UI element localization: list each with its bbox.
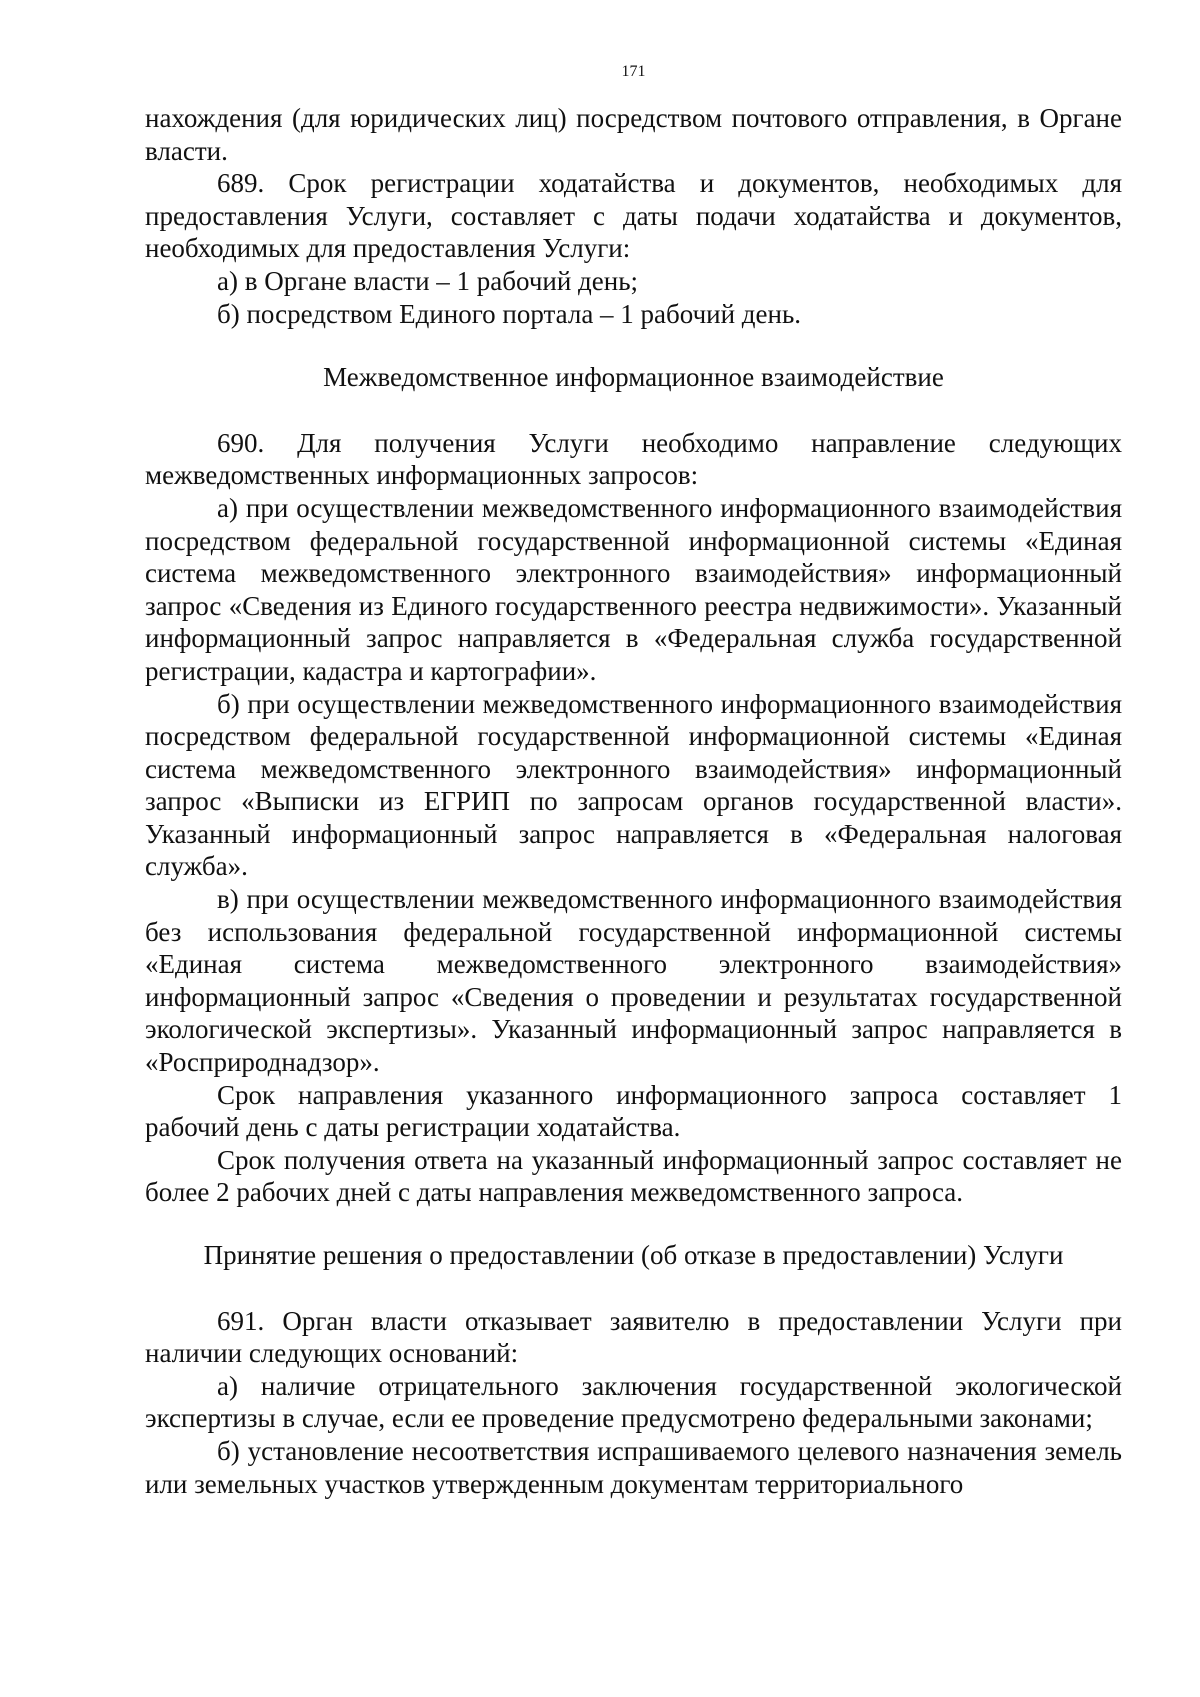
section-heading-interagency: Межведомственное информационное взаимодействие bbox=[323, 362, 944, 393]
paragraph-690: 690. Для получения Услуги необходимо направление следующих межведомственных информационных запросов: bbox=[145, 427, 1122, 491]
paragraph-690-a: а) при осуществлении межведомственного информационного взаимодействия посредством федеральной государственной информационной системы «Единая система межведомственного электронного взаимодействия» информационный запрос «Сведения из Единого государственного реестра недвижимости». Указанный информационный запрос направляется в «Федеральная служба государственной регистрации, кадастра и картографии». bbox=[145, 492, 1122, 686]
section-heading-decision: Принятие решения о предоставлении (об отказе в предоставлении) Услуги bbox=[203, 1240, 1064, 1270]
paragraph-response-term: Срок получения ответа на указанный информационный запрос составляет не более 2 рабочих дней с даты направления межведомственного запроса. bbox=[145, 1144, 1122, 1208]
document-page bbox=[145, 62, 1122, 1500]
paragraph-690-b: б) при осуществлении межведомственного информационного взаимодействия посредством федеральной государственной информационной системы «Единая система межведомственного электронного взаимодействия» информационный запрос «Выписки из ЕГРИП по запросам органов государственной власти». Указанный информационный запрос направляется в «Федеральная налоговая служба». bbox=[145, 688, 1122, 882]
paragraph-690-v: в) при осуществлении межведомственного информационного взаимодействия без использования федеральной государственной информационной системы «Единая система межведомственного электронного взаимодействия» информационный запрос «Сведения о проведении и результатах государственной экологической экспертизы». Указанный информационный запрос направляется в «Росприроднадзор». bbox=[145, 884, 1122, 1078]
page-number: 171 bbox=[621, 63, 646, 80]
paragraph-request-term: Срок направления указанного информационного запроса составляет 1 рабочий день с даты регистрации ходатайства. bbox=[145, 1079, 1122, 1143]
paragraph-continuation: нахождения (для юридических лиц) посредством почтового отправления, в Органе власти. bbox=[145, 103, 1122, 166]
paragraph-691-a: а) наличие отрицательного заключения государственной экологической экспертизы в случае, если ее проведение предусмотрено федеральными законами; bbox=[145, 1370, 1122, 1434]
paragraph-691: 691. Орган власти отказывает заявителю в предоставлении Услуги при наличии следующих оснований: bbox=[145, 1305, 1122, 1369]
paragraph-689-b: б) посредством Единого портала – 1 рабочий день. bbox=[217, 298, 802, 329]
paragraph-689-a: а) в Органе власти – 1 рабочий день; bbox=[217, 265, 639, 296]
paragraph-689: 689. Срок регистрации ходатайства и документов, необходимых для предоставления Услуги, составляет с даты подачи ходатайства и документов, необходимых для предоставления Услуги: bbox=[145, 168, 1122, 264]
paragraph-691-b: б) установление несоответствия испрашиваемого целевого назначения земель или земельных участков утвержденным документам территориального bbox=[145, 1435, 1122, 1499]
